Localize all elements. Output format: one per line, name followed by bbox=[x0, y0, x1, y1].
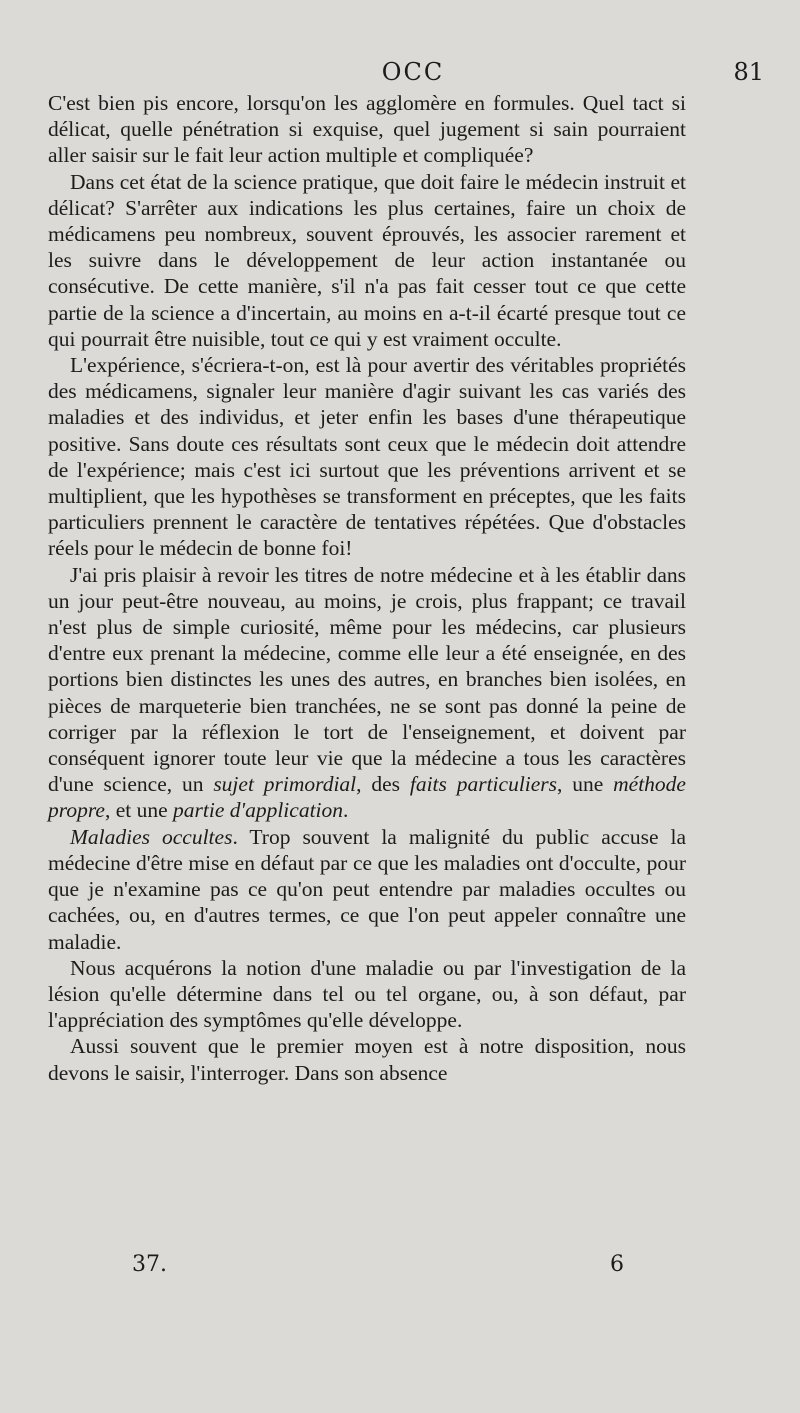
page-footer bbox=[48, 1252, 686, 1284]
italic-phrase: faits particuliers bbox=[409, 772, 558, 797]
text-run: , une bbox=[557, 772, 614, 797]
italic-phrase: méthode propre bbox=[48, 772, 686, 823]
page-header bbox=[48, 56, 778, 90]
italic-phrase: partie d'application bbox=[173, 798, 344, 823]
paragraph bbox=[48, 824, 686, 955]
running-head: OCC bbox=[381, 58, 445, 86]
italic-phrase: sujet primordial bbox=[213, 772, 357, 797]
text-run: . Trop souvent la malignité du public accuse la médecine d'être mise en défaut par ce que les maladies ont d'occulte, pour que je n'examine pas ce qu'on peut entendre par maladies occultes ou cachées, ou, en d'autres termes, ce que l'on peut appeler connaître une maladie. bbox=[48, 824, 686, 954]
paragraph: Nous acquérons la notion d'une maladie ou par l'investigation de la lésion qu'elle détermine dans tel ou tel organe, ou, à son défaut, par l'appréciation des symptômes qu'elle développe. bbox=[48, 955, 686, 1033]
text-run: , des bbox=[356, 772, 410, 797]
text-run: J'ai pris plaisir à revoir les titres de notre médecine et à les établir dans un jour peut-être nouveau, au moins, je crois, plus frappant; ce travail n'est plus de simple curiosité, même pour les médecins, car plusieurs d'entre eux prenant la médecine, comme elle leur a été enseignée, en des portions bien distinctes les unes des autres, en branches bien isolées, en pièces de marqueterie bien tranchées, ne se sont pas donné la peine de corriger par la réflexion le tort de l'enseignement, et doivent par conséquent ignorer toute leur vie que la médecine a tous les caractères d'une science, un bbox=[48, 562, 686, 797]
page-number: 81 bbox=[733, 58, 764, 86]
paragraph bbox=[48, 562, 686, 824]
sheet-number: 6 bbox=[610, 1252, 624, 1277]
paragraph: C'est bien pis encore, lorsqu'on les agglomère en formules. Quel tact si délicat, quelle pénétration si exquise, quel jugement si sain pourraient aller saisir sur le fait leur action multiple et compliquée? bbox=[48, 91, 686, 168]
italic-phrase: Maladies occultes bbox=[70, 824, 233, 849]
text-run: . bbox=[343, 798, 349, 823]
paragraph: L'expérience, s'écriera-t-on, est là pour avertir des véritables propriétés des médicamens, signaler leur manière d'agir suivant les cas variés des maladies et des individus, et jeter enfin les bases d'une thérapeutique positive. Sans doute ces résultats sont ceux que le médecin doit attendre de l'expérience; mais c'est ici surtout que les préventions arrivent et se multiplient, que les hypothèses se transforment en préceptes, que les faits particuliers prennent le caractère de tentatives répétées. Que d'obstacles réels pour le médecin de bonne foi! bbox=[48, 353, 686, 561]
paragraph: Dans cet état de la science pratique, que doit faire le médecin instruit et délicat? S'arrêter aux indications les plus certaines, faire un choix de médicamens peu nombreux, souvent éprouvés, les associer rarement et les suivre dans le développement de leur action instantanée ou consécutive. De cette manière, s'il n'a pas fait cesser tout ce que cette partie de la science a d'incertain, au moins en a-t-il écarté presque tout ce qui pourrait être nuisible, tout ce qui y est vraiment occulte. bbox=[48, 169, 686, 351]
body-text bbox=[48, 90, 686, 1086]
text-run: , et une bbox=[104, 798, 173, 823]
paragraph: Aussi souvent que le premier moyen est à notre disposition, nous devons le saisir, l'interroger. Dans son absence bbox=[48, 1034, 686, 1085]
signature-mark: 37. bbox=[132, 1252, 167, 1277]
